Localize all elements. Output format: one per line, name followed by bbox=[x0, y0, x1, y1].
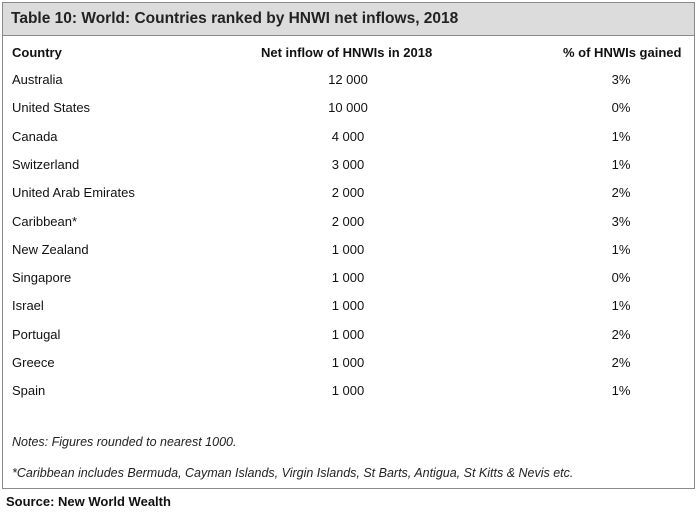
table-row bbox=[3, 353, 694, 373]
pct-cell: 2% bbox=[611, 185, 631, 201]
pct-cell: 1% bbox=[611, 241, 631, 257]
pct-cell: 1% bbox=[611, 156, 631, 172]
pct-cell: 0% bbox=[611, 100, 631, 116]
inflow-cell: 1 000 bbox=[331, 270, 365, 286]
source-line: Source: New World Wealth bbox=[6, 494, 171, 509]
table-row bbox=[3, 98, 694, 118]
header-country: Country bbox=[12, 45, 62, 60]
caribbean-footnote: *Caribbean includes Bermuda, Cayman Islands, Virgin Islands, St Barts, Antigua, St Kitts & Nevis etc. bbox=[12, 466, 574, 480]
header-pct: % of HNWIs gained bbox=[563, 45, 682, 60]
table-frame bbox=[2, 2, 695, 489]
table-row bbox=[3, 381, 694, 401]
country-cell: United Arab Emirates bbox=[12, 185, 135, 201]
country-cell: Singapore bbox=[12, 270, 72, 286]
country-cell: Israel bbox=[12, 298, 44, 314]
inflow-cell: 2 000 bbox=[331, 213, 365, 229]
title-bar bbox=[3, 3, 694, 36]
inflow-cell: 1 000 bbox=[331, 326, 365, 342]
pct-cell: 2% bbox=[611, 355, 631, 370]
inflow-cell: 12 000 bbox=[328, 72, 368, 87]
inflow-cell: 2 000 bbox=[331, 185, 365, 201]
inflow-cell: 4 000 bbox=[331, 128, 365, 144]
table-row bbox=[3, 70, 694, 90]
pct-cell: 1% bbox=[611, 128, 631, 144]
inflow-cell: 10 000 bbox=[328, 100, 368, 116]
inflow-cell: 1 000 bbox=[331, 383, 365, 399]
country-cell: Caribbean* bbox=[12, 213, 78, 229]
table-row bbox=[3, 212, 694, 232]
table-title: Table 10: World: Countries ranked by HNWI net inflows, 2018 bbox=[11, 10, 459, 27]
country-cell: Spain bbox=[12, 383, 46, 399]
country-cell: Australia bbox=[12, 72, 63, 87]
table-row bbox=[3, 325, 694, 345]
inflow-cell: 1 000 bbox=[331, 298, 365, 314]
pct-cell: 3% bbox=[611, 213, 631, 229]
inflow-cell: 1 000 bbox=[331, 355, 365, 370]
pct-cell: 1% bbox=[611, 383, 631, 399]
header-inflow: Net inflow of HNWIs in 2018 bbox=[261, 45, 433, 60]
inflow-cell: 3 000 bbox=[331, 156, 365, 172]
table-row bbox=[3, 296, 694, 316]
table-row bbox=[3, 183, 694, 203]
table-header-row bbox=[3, 43, 694, 63]
country-cell: Greece bbox=[12, 355, 55, 370]
pct-cell: 2% bbox=[611, 326, 631, 342]
pct-cell: 3% bbox=[611, 72, 631, 87]
table-row bbox=[3, 155, 694, 175]
pct-cell: 1% bbox=[611, 298, 631, 314]
pct-cell: 0% bbox=[611, 270, 631, 286]
country-cell: Portugal bbox=[12, 326, 61, 342]
table-row bbox=[3, 268, 694, 288]
notes-text: Notes: Figures rounded to nearest 1000. bbox=[12, 435, 237, 449]
country-cell: Canada bbox=[12, 128, 58, 144]
country-cell: New Zealand bbox=[12, 241, 89, 257]
country-cell: United States bbox=[12, 100, 91, 116]
table-row bbox=[3, 240, 694, 260]
country-cell: Switzerland bbox=[12, 156, 80, 172]
table-row bbox=[3, 127, 694, 147]
inflow-cell: 1 000 bbox=[331, 241, 365, 257]
